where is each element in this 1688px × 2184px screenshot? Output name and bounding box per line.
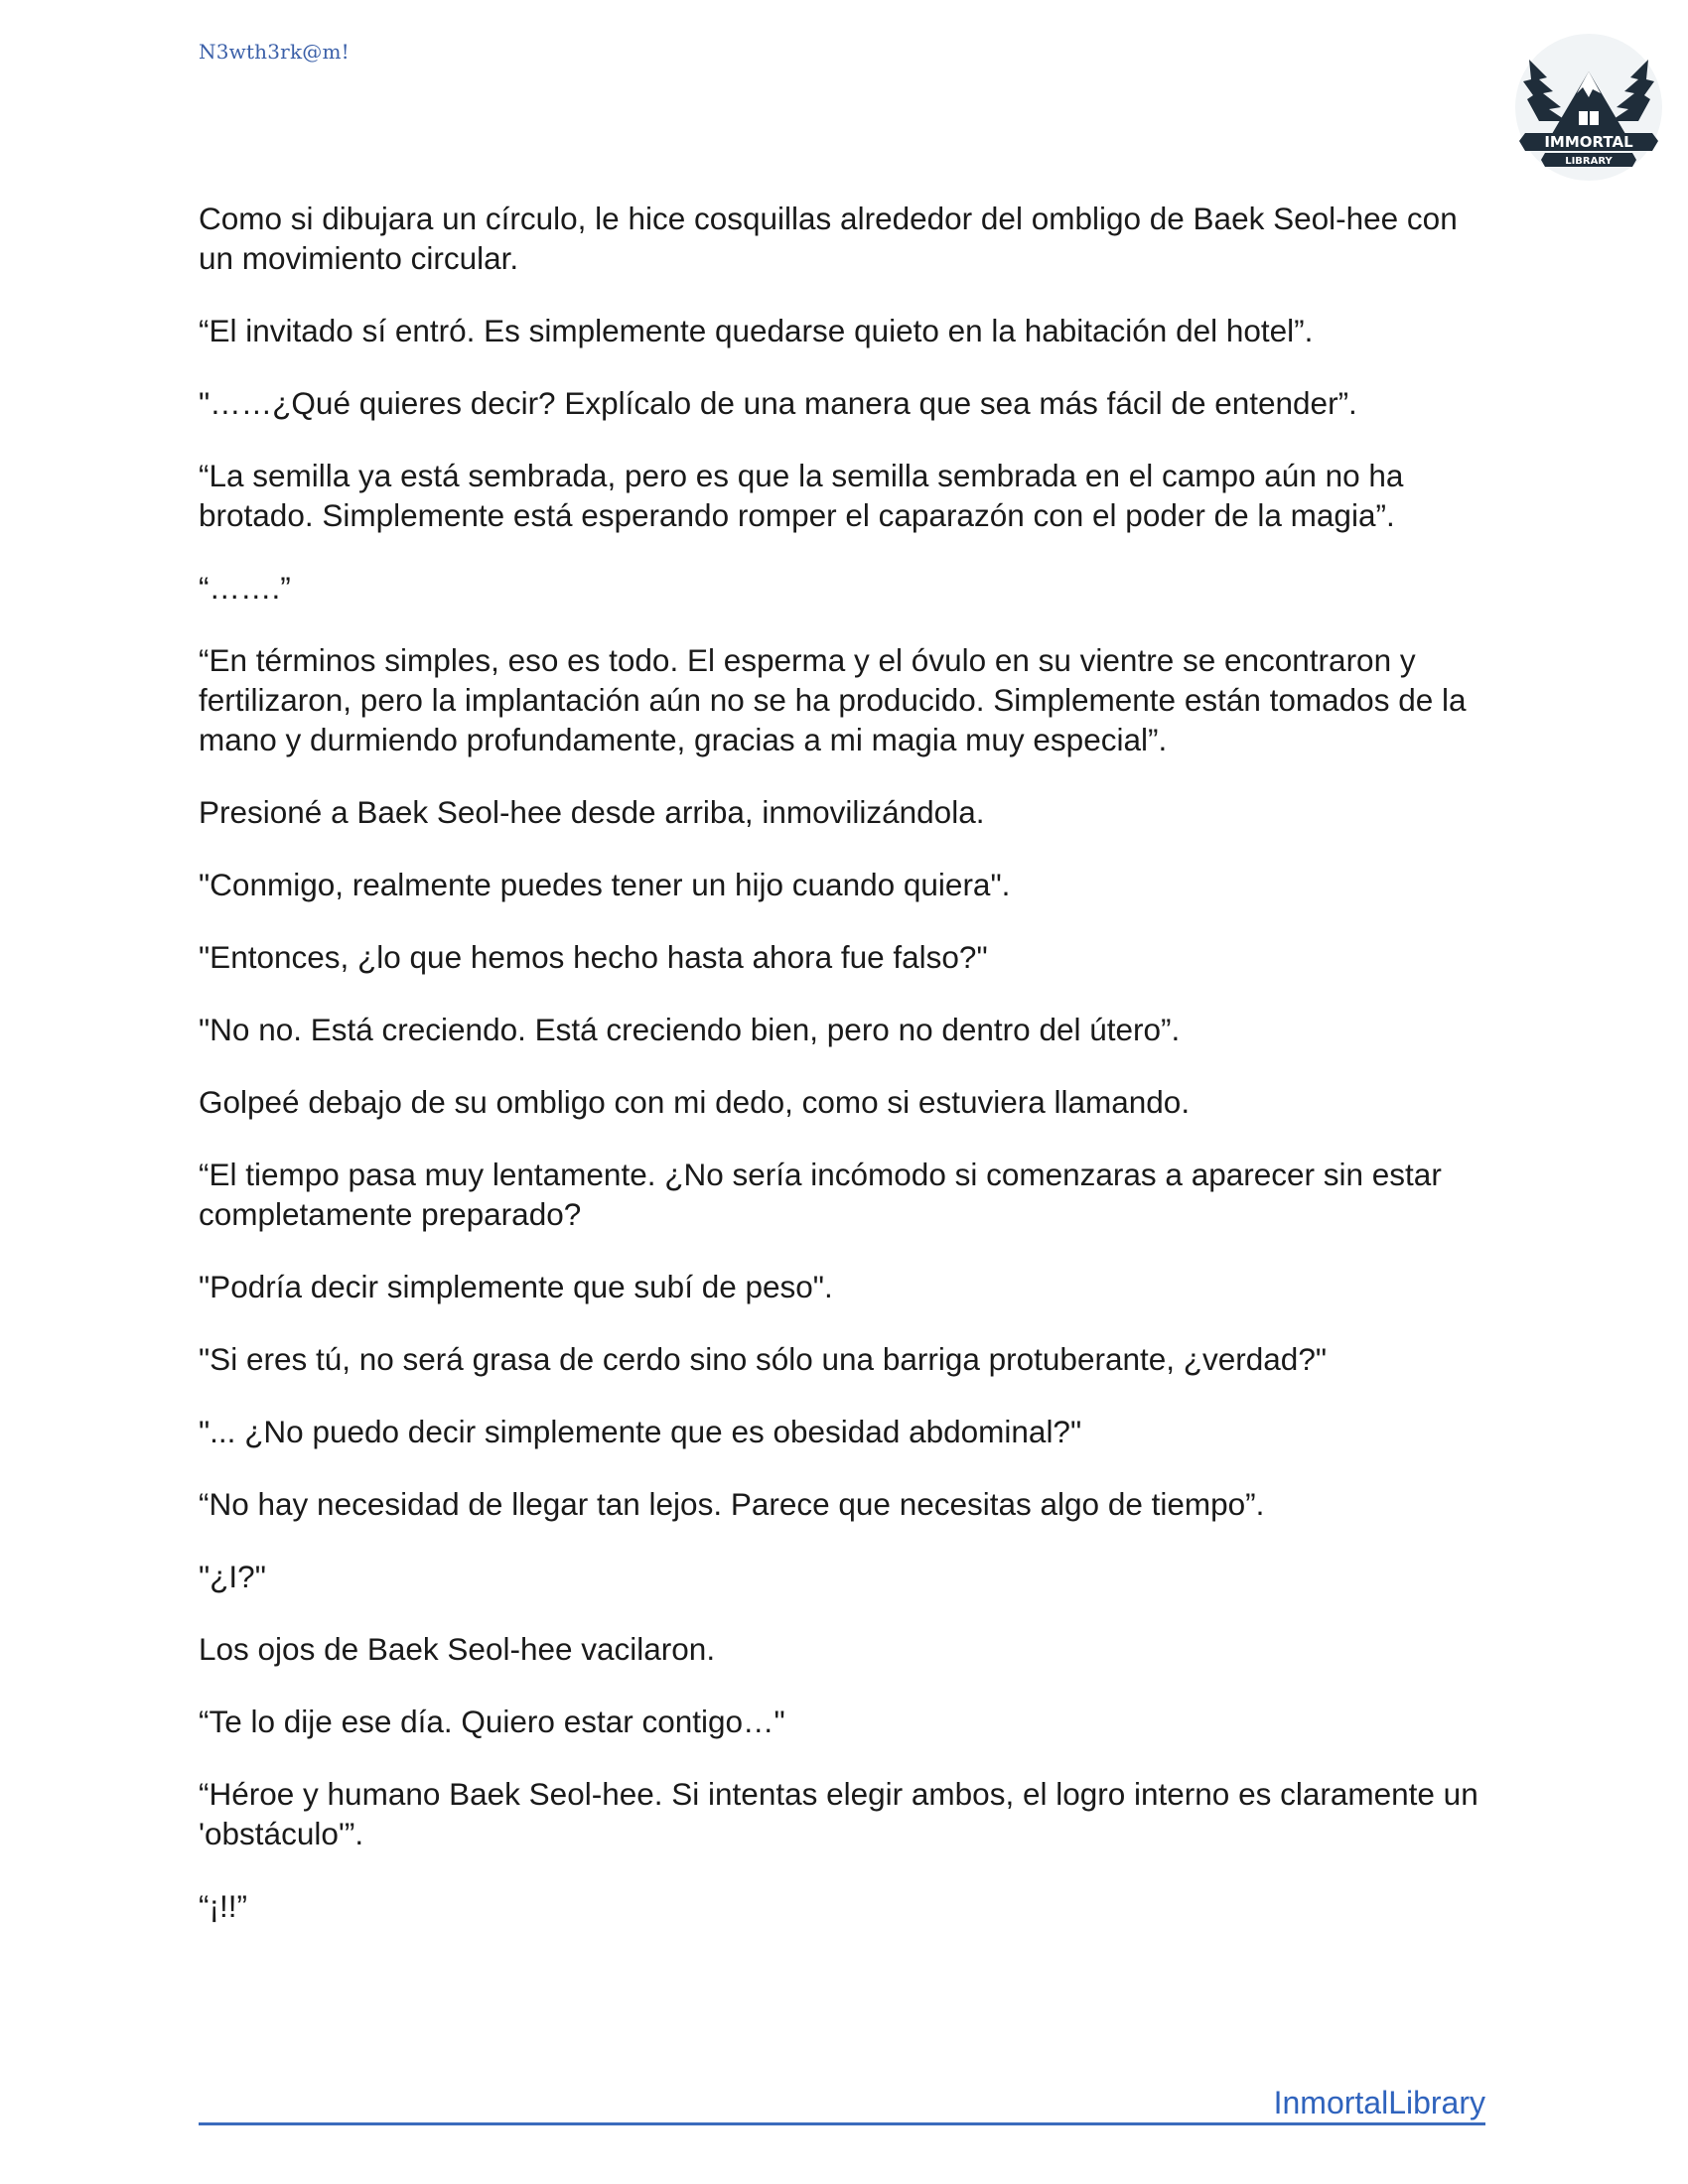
paragraph: "……¿Qué quieres decir? Explícalo de una manera que sea más fácil de entender”. xyxy=(199,385,1357,421)
paragraph: Como si dibujara un círculo, le hice cosquillas alrededor del ombligo de Baek Seol-hee con un movimiento circular. xyxy=(199,201,1458,276)
paragraph: “En términos simples, eso es todo. El esperma y el óvulo en su vientre se encontraron y fertilizaron, pero la implantación aún no se ha producido. Simplemente están tomados de la mano y durmiendo profundamente, gracias a mi magia muy especial”. xyxy=(199,642,1467,757)
immortal-library-logo xyxy=(1509,30,1668,189)
paragraph: “…….” xyxy=(199,570,291,606)
paragraph: “El tiempo pasa muy lentamente. ¿No sería incómodo si comenzaras a aparecer sin estar completamente preparado? xyxy=(199,1157,1442,1232)
paragraph: Los ojos de Baek Seol-hee vacilaron. xyxy=(199,1631,716,1667)
header-watermark: N3wth3rk@m! xyxy=(199,40,350,64)
paragraph: Presioné a Baek Seol-hee desde arriba, inmovilizándola. xyxy=(199,794,985,830)
paragraph: "Entonces, ¿lo que hemos hecho hasta ahora fue falso?" xyxy=(199,939,988,975)
paragraph: "Podría decir simplemente que subí de peso". xyxy=(199,1269,833,1304)
footer-link[interactable]: InmortalLibrary xyxy=(199,2083,1485,2125)
paragraph: “Héroe y humano Baek Seol-hee. Si intentas elegir ambos, el logro interno es claramente un 'obstáculo'”. xyxy=(199,1776,1478,1851)
paragraph: "No no. Está creciendo. Está creciendo bien, pero no dentro del útero”. xyxy=(199,1012,1181,1047)
logo-line2: LIBRARY xyxy=(1565,156,1613,167)
logo-line1: IMMORTAL xyxy=(1544,133,1633,151)
paragraph: “La semilla ya está sembrada, pero es que la semilla sembrada en el campo aún no ha brotado. Simplemente está esperando romper el caparazón con el poder de la magia”. xyxy=(199,458,1404,533)
paragraph: "Si eres tú, no será grasa de cerdo sino sólo una barriga protuberante, ¿verdad?" xyxy=(199,1341,1328,1377)
paragraph: "... ¿No puedo decir simplemente que es obesidad abdominal?" xyxy=(199,1414,1082,1449)
paragraph: "Conmigo, realmente puedes tener un hijo cuando quiera". xyxy=(199,867,1011,902)
document-body xyxy=(199,199,1499,1959)
paragraph: “El invitado sí entró. Es simplemente quedarse quieto en la habitación del hotel”. xyxy=(199,313,1314,348)
paragraph: "¿I?" xyxy=(199,1559,266,1594)
paragraph: “¡!!” xyxy=(199,1888,247,1924)
paragraph: “Te lo dije ese día. Quiero estar contigo…" xyxy=(199,1704,785,1739)
paragraph: “No hay necesidad de llegar tan lejos. Parece que necesitas algo de tiempo”. xyxy=(199,1486,1265,1522)
paragraph: Golpeé debajo de su ombligo con mi dedo, como si estuviera llamando. xyxy=(199,1084,1191,1120)
